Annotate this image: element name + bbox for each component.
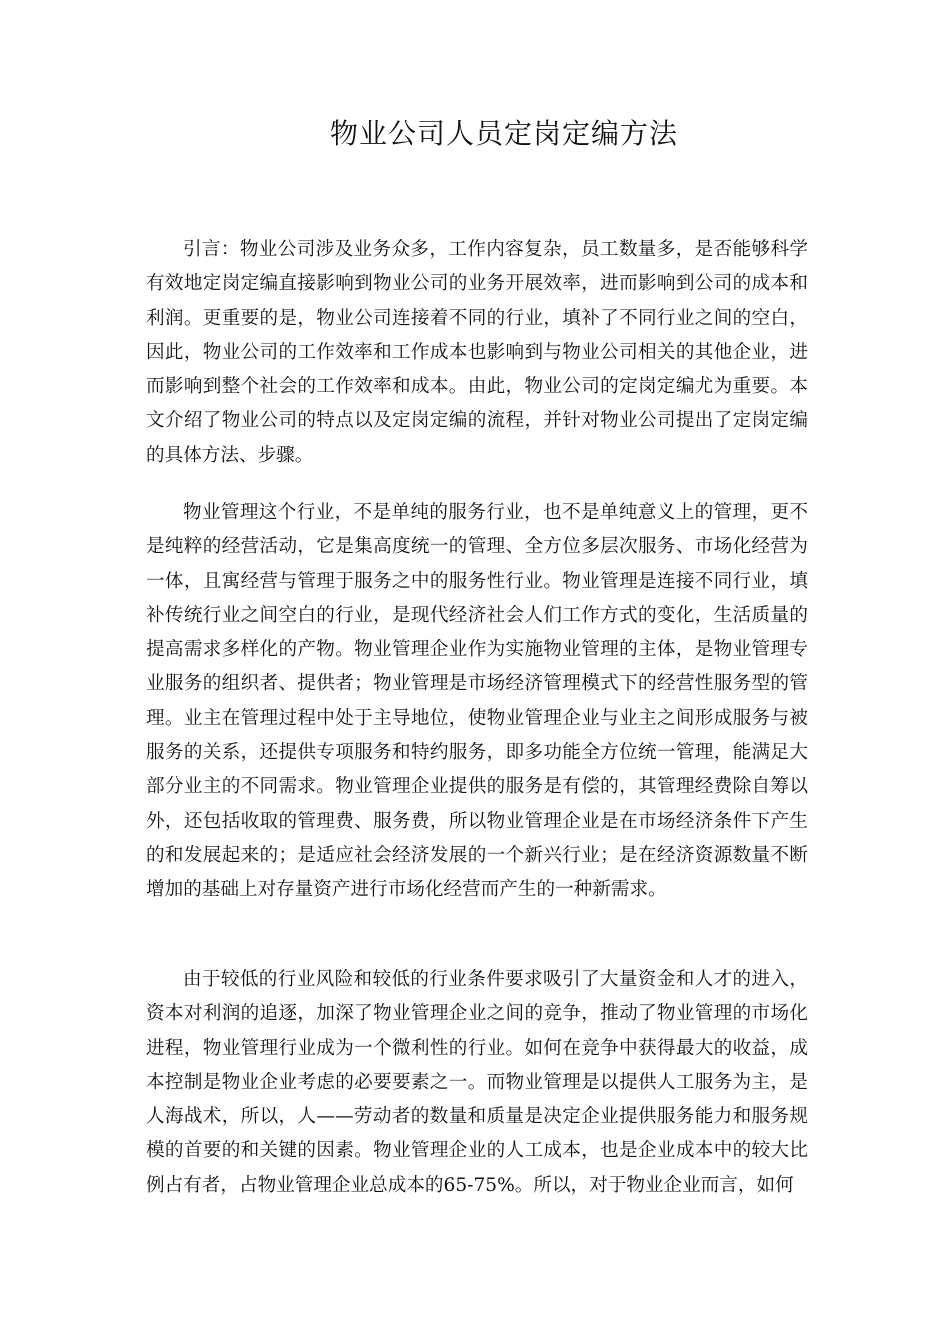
body-paragraph-cost: 由于较低的行业风险和较低的行业条件要求吸引了大量资金和人才的进入，资本对利润的追逐，加深了物业管理企业之间的竞争，推动了物业管理的市场化进程，物业管理行业成为一个微利性的行业。如何在竞争中获得最大的收益，成本控制是物业企业考虑的必要要素之一。而物业管理是以提供人工服务为主，是人海战术，所以，人——劳动者的数量和质量是决定企业提供服务能力和服务规模的首要的和关键的因素。物业管理企业的人工成本，也是企业成本中的较大比例占有者，占物业管理企业总成本的65-75%。所以，对于物业企业而言，如何 — [146, 969, 808, 1196]
body-paragraph-industry: 物业管理这个行业，不是单纯的服务行业，也不是单纯意义上的管理，更不是纯粹的经营活动，它是集高度统一的管理、全方位多层次服务、市场化经营为一体，且寓经营与管理于服务之中的服务性行业。物业管理是连接不同行业，填补传统行业之间空白的行业，是现代经济社会人们工作方式的变化，生活质量的提高需求多样化的产物。物业管理企业作为实施物业管理的主体，是物业管理专业服务的组织者、提供者；物业管理是市场经济管理模式下的经营性服务型的管理。业主在管理过程中处于主导地位，使物业管理企业与业主之间形成服务与被服务的关系，还提供专项服务和特约服务，即多功能全方位统一管理，能满足大部分业主的不同需求。物业管理企业提供的服务是有偿的，其管理经费除自筹以外，还包括收取的管理费、服务费，所以物业管理企业是在市场经济条件下产生的和发展起来的；是适应社会经济发展的一个新兴行业；是在经济资源数量不断增加的基础上对存量资产进行市场化经营而产生的一种新需求。 — [146, 502, 808, 901]
document-title: 物业公司人员定岗定编方法 — [329, 117, 678, 150]
intro-paragraph: 引言：物业公司涉及业务众多，工作内容复杂，员工数量多，是否能够科学有效地定岗定编直接影响到物业公司的业务开展效率，进而影响到公司的成本和利润。更重要的是，物业公司连接着不同的行业，填补了不同行业之间的空白，因此，物业公司的工作效率和工作成本也影响到与物业公司相关的其他企业，进而影响到整个社会的工作效率和成本。由此，物业公司的定岗定编尤为重要。本文介绍了物业公司的特点以及定岗定编的流程，并针对物业公司提出了定岗定编的具体方法、步骤。 — [146, 239, 808, 466]
